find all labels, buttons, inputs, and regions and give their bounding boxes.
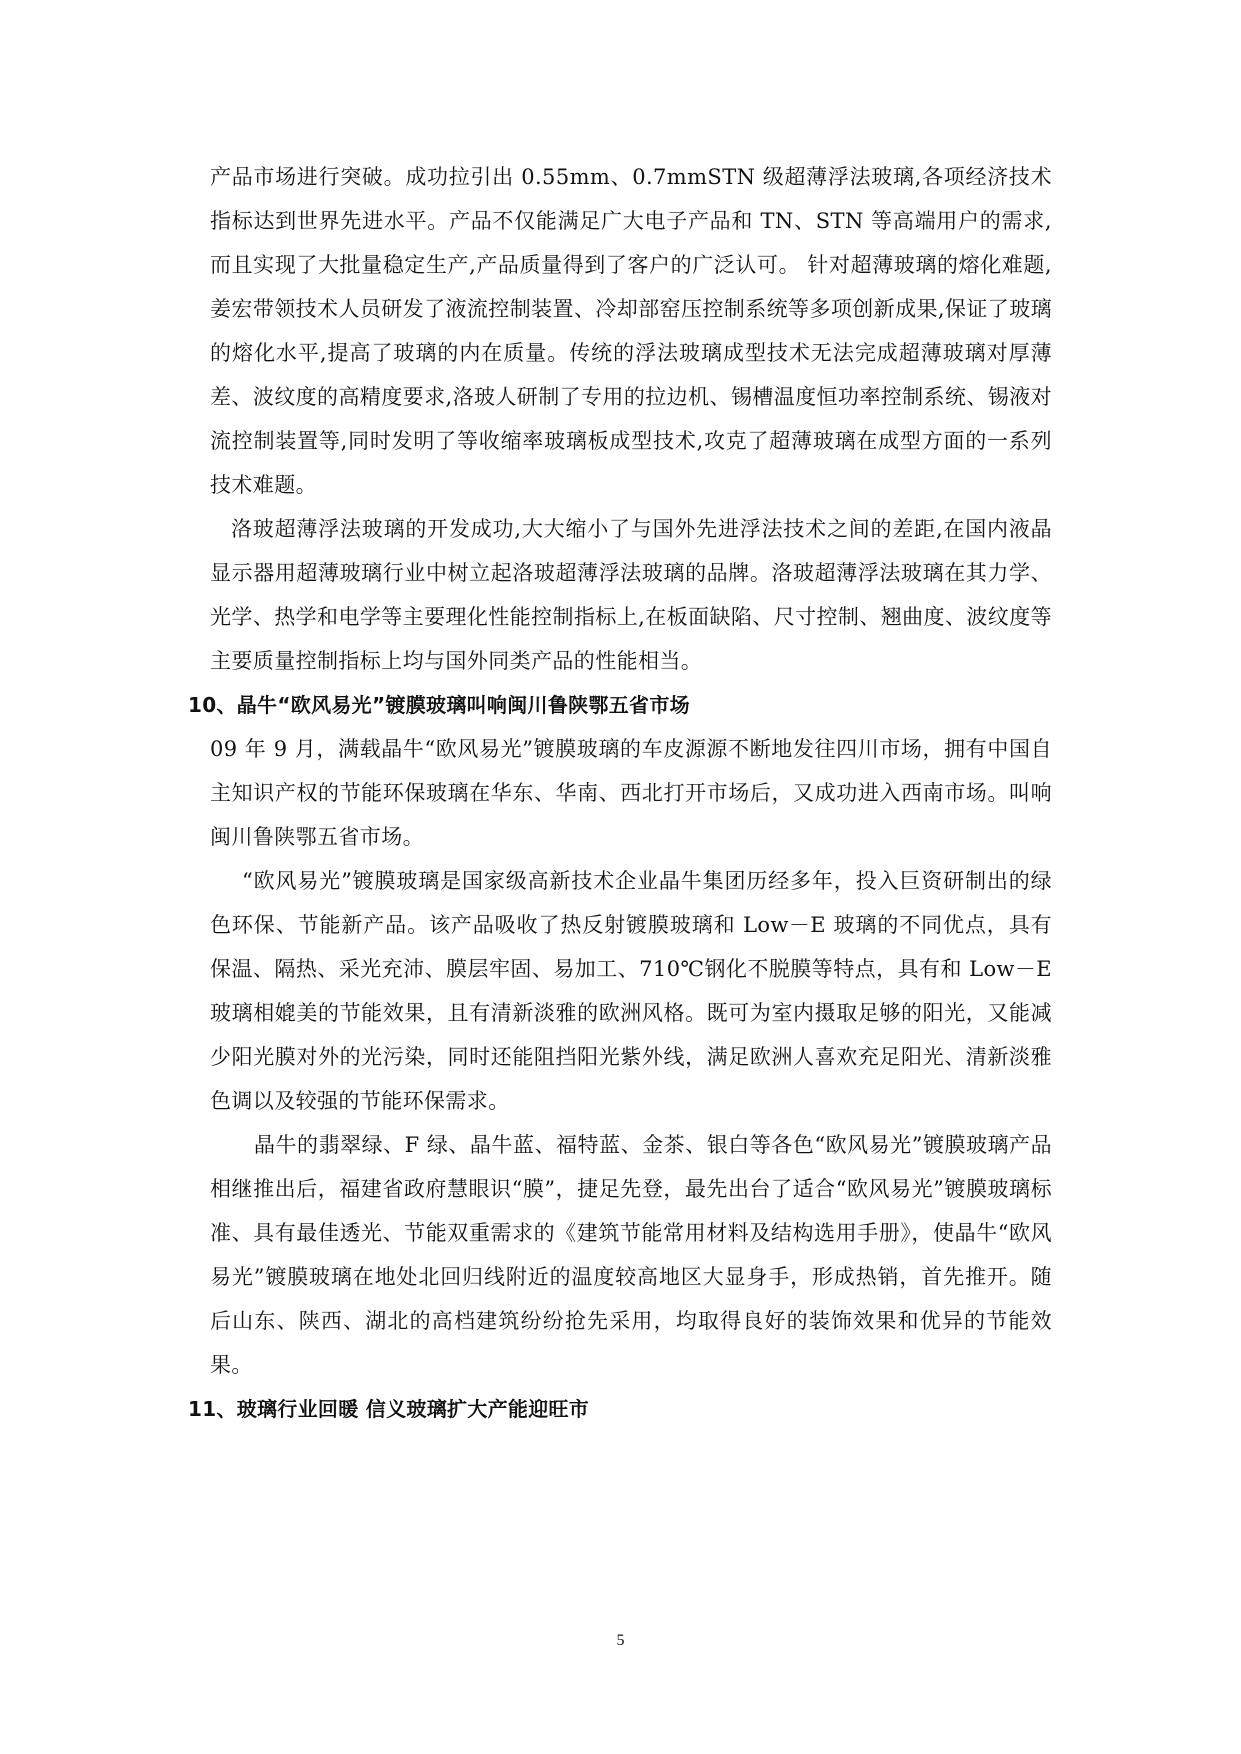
- paragraph-jingniu-sichuan-market: 09 年 9 月，满载晶牛“欧风易光”镀膜玻璃的车皮源源不断地发往四川市场，拥有中国自主知识产权的节能环保玻璃在华东、华南、西北打开市场后，又成功进入西南市场。叫响闽川鲁陕鄂五省市场。: [210, 737, 1052, 849]
- section-heading-11: 11、玻璃行业回暖 信义玻璃扩大产能迎旺市: [188, 1397, 590, 1421]
- section-heading-10: 10、晶牛“欧风易光”镀膜玻璃叫响闽川鲁陕鄂五省市场: [188, 693, 690, 717]
- paragraph-oufeng-yiguang-product: “欧风易光”镀膜玻璃是国家级高新技术企业晶牛集团历经多年，投入巨资研制出的绿色环保、节能新产品。该产品吸收了热反射镀膜玻璃和 Low－E 玻璃的不同优点，具有保温、隔热、采光充沛、膜层牢固、易加工、710℃钢化不脱膜等特点，具有和 Low－E 玻璃相媲美的节能效果，且有清新淡雅的欧洲风格。既可为室内摄取足够的阳光，又能减少阳光膜对外的光污染，同时还能阻挡阳光紫外线，满足欧洲人喜欢充足阳光、清新淡雅色调以及较强的节能环保需求。: [210, 869, 1052, 1113]
- paragraph-ultra-thin-glass-breakthrough: 产品市场进行突破。成功拉引出 0.55mm、0.7mmSTN 级超薄浮法玻璃,各项经济技术指标达到世界先进水平。产品不仅能满足广大电子产品和 TN、STN 等高端用户的需求,而且实现了大批量稳定生产,产品质量得到了客户的广泛认可。 针对超薄玻璃的熔化难题,姜宏带领技术人员研发了液流控制装置、冷却部窑压控制系统等多项创新成果,保证了玻璃的熔化水平,提高了玻璃的内在质量。传统的浮法玻璃成型技术无法完成超薄玻璃对厚薄差、波纹度的高精度要求,洛玻人研制了专用的拉边机、锡槽温度恒功率控制系统、锡液对流控制装置等,同时发明了等收缩率玻璃板成型技术,攻克了超薄玻璃在成型方面的一系列技术难题。: [210, 165, 1052, 497]
- page-body: [188, 155, 1052, 1431]
- paragraph-jingniu-color-range: 晶牛的翡翠绿、F 绿、晶牛蓝、福特蓝、金茶、银白等各色“欧风易光”镀膜玻璃产品相继推出后，福建省政府慧眼识“膜”，捷足先登，最先出台了适合“欧风易光”镀膜玻璃标准、具有最佳透光、节能双重需求的《建筑节能常用材料及结构选用手册》，使晶牛“欧风易光”镀膜玻璃在地处北回归线附近的温度较高地区大显身手，形成热销，首先推开。随后山东、陕西、湖北的高档建筑纷纷抢先采用，均取得良好的装饰效果和优异的节能效果。: [210, 1133, 1052, 1377]
- page-number: 5: [616, 1632, 625, 1649]
- paragraph-luobo-ultra-thin-glass-brand: 洛玻超薄浮法玻璃的开发成功,大大缩小了与国外先进浮法技术之间的差距,在国内液晶显示器用超薄玻璃行业中树立起洛玻超薄浮法玻璃的品牌。洛玻超薄浮法玻璃在其力学、光学、热学和电学等主要理化性能控制指标上,在板面缺陷、尺寸控制、翘曲度、波纹度等主要质量控制指标上均与国外同类产品的性能相当。: [210, 517, 1052, 673]
